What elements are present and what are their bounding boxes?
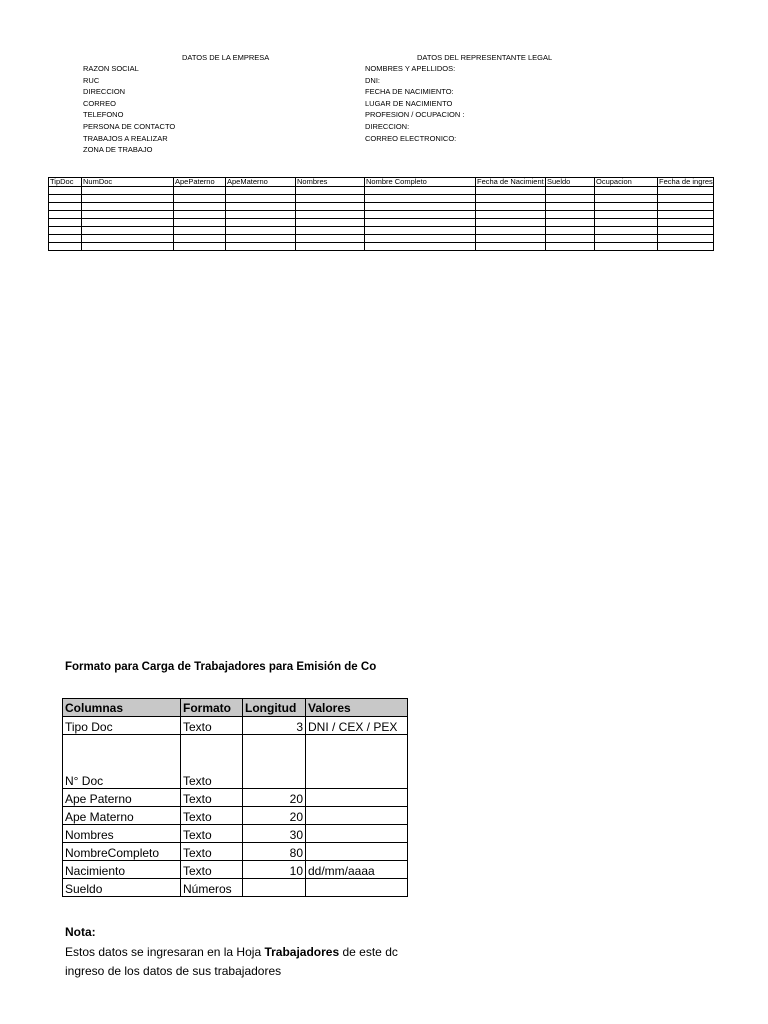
workers-empty-cell <box>595 203 658 211</box>
empresa-section-title: DATOS DE LA EMPRESA <box>182 53 270 62</box>
nota-line1-text: Estos datos se ingresaran en la Hoja <box>65 945 265 959</box>
workers-empty-cell <box>296 211 365 219</box>
format-cell-columna: Ape Materno <box>63 807 181 825</box>
col-header-ocupacion: Ocupacion <box>595 178 658 187</box>
workers-empty-cell <box>546 203 595 211</box>
format-cell-longitud: 20 <box>243 789 306 807</box>
workers-empty-cell <box>365 235 476 243</box>
workers-empty-cell <box>82 243 174 251</box>
empresa-field-ruc: RUC <box>83 75 100 85</box>
workers-empty-cell <box>546 195 595 203</box>
empresa-field-zona: ZONA DE TRABAJO <box>83 145 153 155</box>
workers-empty-cell <box>226 219 296 227</box>
col-header-numdoc: NumDoc <box>82 178 174 187</box>
format-col-valores: Valores <box>306 699 408 717</box>
format-cell-longitud: 30 <box>243 825 306 843</box>
format-row <box>63 735 408 789</box>
workers-empty-row <box>49 219 714 227</box>
workers-empty-cell <box>226 203 296 211</box>
workers-empty-cell <box>296 227 365 235</box>
workers-empty-cell <box>365 219 476 227</box>
workers-empty-cell <box>82 195 174 203</box>
workers-empty-cell <box>476 211 546 219</box>
workers-empty-cell <box>82 211 174 219</box>
representante-section-title: DATOS DEL REPRESENTANTE LEGAL <box>417 53 553 62</box>
format-cell-formato: Texto <box>181 825 243 843</box>
workers-empty-cell <box>296 235 365 243</box>
workers-header-row <box>49 178 714 187</box>
workers-empty-cell <box>595 243 658 251</box>
format-cell-valores: DNI / CEX / PEX <box>306 717 408 735</box>
empresa-field-trabajos: TRABAJOS A REALIZAR <box>83 133 168 143</box>
workers-empty-cell <box>226 235 296 243</box>
nota-text <box>65 943 410 981</box>
workers-empty-cell <box>546 211 595 219</box>
workers-empty-cell <box>476 187 546 195</box>
rep-field-dni: DNI: <box>365 75 380 85</box>
workers-empty-cell <box>174 187 226 195</box>
format-cell-formato: Texto <box>181 861 243 879</box>
workers-empty-cell <box>658 227 714 235</box>
workers-empty-row <box>49 211 714 219</box>
workers-empty-cell <box>658 195 714 203</box>
workers-empty-cell <box>546 227 595 235</box>
workers-empty-cell <box>49 195 82 203</box>
workers-empty-cell <box>226 243 296 251</box>
rep-field-fecha-nacimiento: FECHA DE NACIMIENTO: <box>365 87 454 97</box>
format-cell-formato: Texto <box>181 717 243 735</box>
col-header-apematerno: ApeMaterno <box>226 178 296 187</box>
rep-field-lugar-nacimiento: LUGAR DE NACIMIENTO <box>365 98 453 108</box>
empresa-field-correo: CORREO <box>83 98 116 108</box>
workers-empty-cell <box>82 219 174 227</box>
workers-empty-row <box>49 235 714 243</box>
format-cell-formato: Texto <box>181 843 243 861</box>
workers-empty-cell <box>365 187 476 195</box>
workers-empty-cell <box>546 243 595 251</box>
format-cell-longitud <box>243 879 306 897</box>
workers-empty-cell <box>174 235 226 243</box>
workers-empty-cell <box>546 187 595 195</box>
nota-sheet-name: Trabajadores <box>264 945 340 959</box>
format-row <box>63 825 408 843</box>
workers-empty-cell <box>595 187 658 195</box>
workers-empty-cell <box>174 227 226 235</box>
format-row <box>63 789 408 807</box>
workers-empty-cell <box>658 187 714 195</box>
format-cell-longitud: 20 <box>243 807 306 825</box>
format-cell-columna: N° Doc <box>63 735 181 789</box>
workers-empty-cell <box>658 211 714 219</box>
workers-empty-cell <box>226 187 296 195</box>
col-header-fecha-nacimiento: Fecha de Nacimient <box>477 177 544 186</box>
nota-label: Nota: <box>65 925 96 939</box>
format-cell-columna: Tipo Doc <box>63 717 181 735</box>
format-cell-longitud <box>243 735 306 789</box>
workers-empty-cell <box>595 235 658 243</box>
format-cell-valores <box>306 879 408 897</box>
rep-field-profesion: PROFESION / OCUPACION : <box>365 110 465 120</box>
workers-empty-cell <box>296 203 365 211</box>
workers-empty-cell <box>49 227 82 235</box>
format-cell-formato: Números <box>181 879 243 897</box>
format-cell-columna: Ape Paterno <box>63 789 181 807</box>
workers-empty-cell <box>595 227 658 235</box>
workers-empty-cell <box>296 243 365 251</box>
nota-line2-text: ingreso de los datos de sus trabajadores <box>65 964 282 978</box>
format-cell-valores <box>306 807 408 825</box>
format-cell-columna: NombreCompleto <box>63 843 181 861</box>
workers-empty-cell <box>365 195 476 203</box>
format-cell-formato: Texto <box>181 807 243 825</box>
format-header-row <box>63 699 408 717</box>
workers-table-body <box>49 187 714 251</box>
workers-empty-cell <box>49 203 82 211</box>
workers-empty-cell <box>174 203 226 211</box>
workers-empty-row <box>49 227 714 235</box>
workers-empty-cell <box>174 219 226 227</box>
empresa-fields-list <box>83 63 175 156</box>
workers-empty-row <box>49 195 714 203</box>
workers-empty-cell <box>296 187 365 195</box>
format-col-formato: Formato <box>181 699 243 717</box>
workers-empty-cell <box>174 195 226 203</box>
workers-empty-cell <box>658 219 714 227</box>
workers-empty-cell <box>226 211 296 219</box>
empresa-field-telefono: TELEFONO <box>83 110 124 120</box>
format-cell-columna: Nacimiento <box>63 861 181 879</box>
format-cell-valores <box>306 735 408 789</box>
format-table <box>62 698 408 897</box>
workers-empty-cell <box>658 243 714 251</box>
workers-empty-cell <box>595 219 658 227</box>
empresa-field-persona-contacto: PERSONA DE CONTACTO <box>83 121 176 131</box>
workers-empty-cell <box>365 211 476 219</box>
workers-empty-cell <box>595 195 658 203</box>
workers-empty-cell <box>226 227 296 235</box>
workers-empty-cell <box>546 219 595 227</box>
workers-empty-cell <box>476 227 546 235</box>
workers-empty-cell <box>365 203 476 211</box>
col-header-sueldo: Sueldo <box>546 178 595 187</box>
workers-empty-cell <box>49 243 82 251</box>
workers-empty-cell <box>49 211 82 219</box>
workers-empty-cell <box>82 187 174 195</box>
workers-empty-cell <box>82 235 174 243</box>
format-cell-columna: Sueldo <box>63 879 181 897</box>
workers-empty-cell <box>49 187 82 195</box>
format-row <box>63 843 408 861</box>
format-cell-valores <box>306 825 408 843</box>
workers-empty-cell <box>476 195 546 203</box>
workers-empty-cell <box>595 211 658 219</box>
format-col-columnas: Columnas <box>63 699 181 717</box>
format-row <box>63 717 408 735</box>
workers-empty-cell <box>365 243 476 251</box>
workers-empty-cell <box>174 243 226 251</box>
workers-empty-cell <box>658 203 714 211</box>
workers-empty-cell <box>49 235 82 243</box>
rep-field-correo: CORREO ELECTRONICO: <box>365 133 457 143</box>
workers-empty-cell <box>82 227 174 235</box>
workers-empty-cell <box>296 219 365 227</box>
rep-field-direccion: DIRECCION: <box>365 121 410 131</box>
format-cell-valores <box>306 789 408 807</box>
format-cell-valores <box>306 843 408 861</box>
rep-field-nombres: NOMBRES Y APELLIDOS: <box>365 64 456 73</box>
workers-empty-row <box>49 243 714 251</box>
workers-empty-cell <box>476 235 546 243</box>
format-row <box>63 879 408 897</box>
col-header-apepaterno: ApePaterno <box>174 178 226 187</box>
nota-line1-tail: de este dc <box>339 945 398 959</box>
col-header-fecha-ingreso: Fecha de ingres <box>659 177 713 186</box>
workers-empty-cell <box>226 195 296 203</box>
workers-empty-cell <box>476 203 546 211</box>
col-header-nombres: Nombres <box>296 178 365 187</box>
representante-fields-list <box>365 63 464 144</box>
empresa-field-direccion: DIRECCION <box>83 87 126 97</box>
format-cell-longitud: 10 <box>243 861 306 879</box>
format-row <box>63 861 408 879</box>
format-section-title: Formato para Carga de Trabajadores para Emisión de Co <box>65 661 377 673</box>
empresa-field-razon-social: RAZON SOCIAL <box>83 64 139 73</box>
format-row <box>63 807 408 825</box>
workers-empty-cell <box>546 235 595 243</box>
workers-empty-cell <box>49 219 82 227</box>
format-cell-formato: Texto <box>181 735 243 789</box>
col-header-tipdoc: TipDoc <box>49 178 82 187</box>
workers-empty-cell <box>476 219 546 227</box>
workers-table <box>48 177 714 251</box>
workers-empty-cell <box>174 211 226 219</box>
workers-empty-row <box>49 187 714 195</box>
format-cell-longitud: 3 <box>243 717 306 735</box>
format-cell-longitud: 80 <box>243 843 306 861</box>
workers-empty-cell <box>82 203 174 211</box>
workers-empty-cell <box>658 235 714 243</box>
format-cell-formato: Texto <box>181 789 243 807</box>
workers-empty-row <box>49 203 714 211</box>
format-cell-columna: Nombres <box>63 825 181 843</box>
format-col-longitud: Longitud <box>243 699 306 717</box>
workers-empty-cell <box>476 243 546 251</box>
workers-empty-cell <box>365 227 476 235</box>
workers-empty-cell <box>296 195 365 203</box>
format-cell-valores: dd/mm/aaaa <box>306 861 408 879</box>
col-header-nombre-completo: Nombre Completo <box>365 178 476 187</box>
